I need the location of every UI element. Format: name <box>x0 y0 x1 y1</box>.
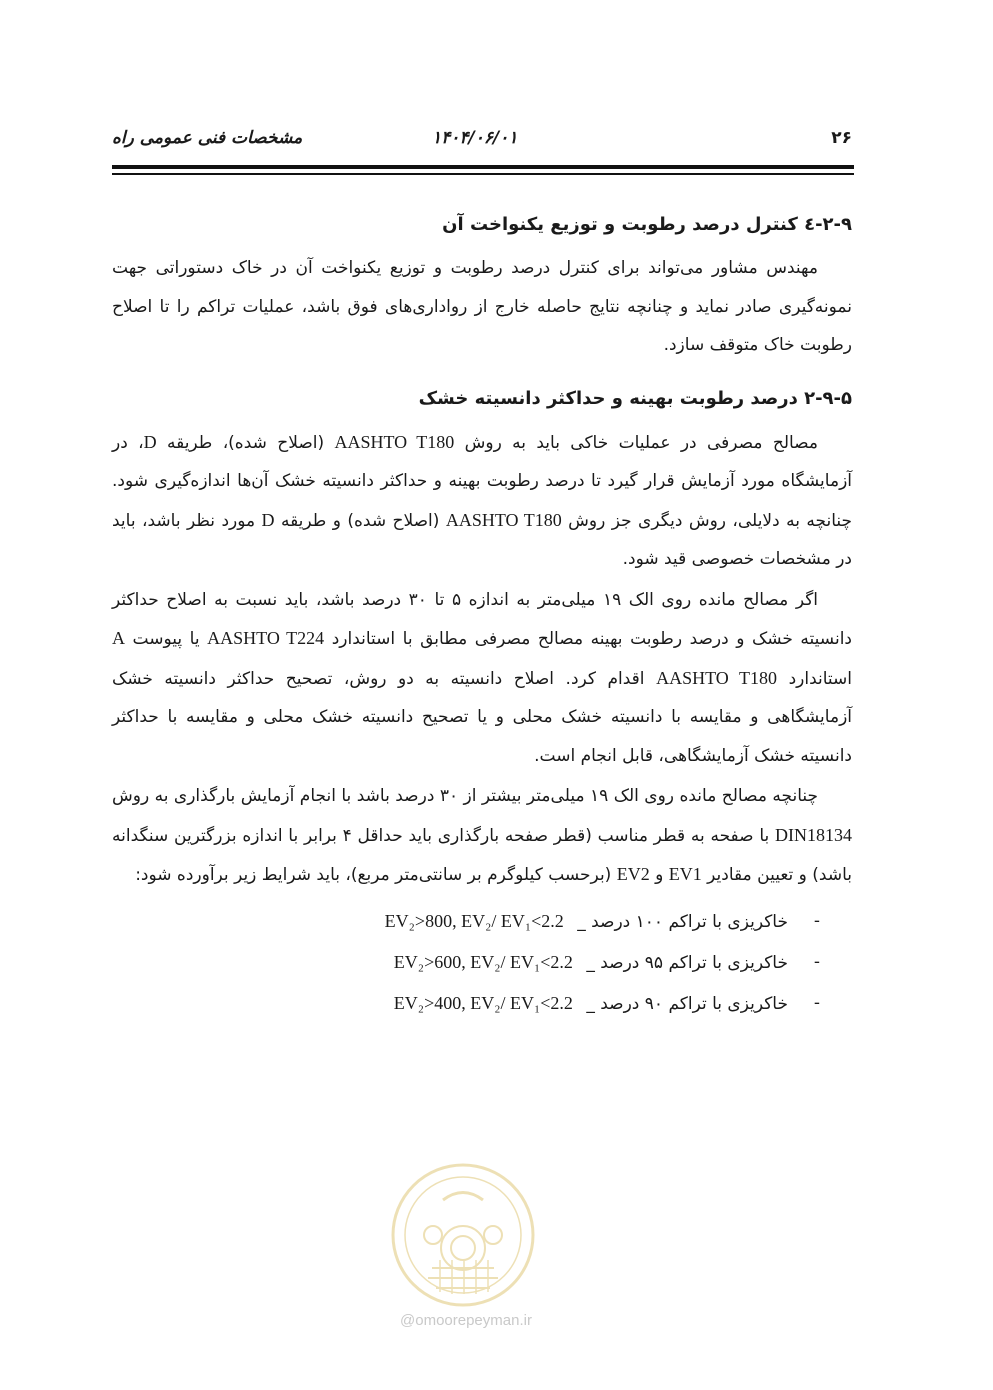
compaction-conditions-list <box>112 901 852 1024</box>
method-ref: D <box>261 509 275 530</box>
watermark-logo-icon <box>388 1160 538 1310</box>
list-item <box>112 983 852 1024</box>
section-2-9-5-paragraph-1: مصالح مصرفی در عملیات خاکی باید به روش AASHTO T180 (اصلاح شده)، طریقه D، در آزمایشگاه مورد آزمایش قرار گیرد تا درصد رطوبت بهینه و حداکثر دانسیته خشک آن‌ها اندازه‌گیری شود. چنانچه به دلایلی، روش دیگری جز روش AASHTO T180 (اصلاح شده) و طریقه D مورد نظر باشد، باید در مشخصات خصوصی قید شود. <box>112 431 853 569</box>
standard-ref: AASHTO T224 <box>207 628 325 648</box>
page-number: ۲۶ <box>831 128 852 148</box>
header-date: ۱۴۰۴/۰۶/۰۱ <box>432 128 518 148</box>
annex-ref: A <box>112 628 125 648</box>
method-ref: D <box>143 431 157 452</box>
list-dash: - <box>813 910 820 931</box>
section-heading-2-9-5: ۲-۹-۵ درصد رطوبت بهینه و حداکثر دانسیته خشک <box>418 387 852 409</box>
section-2-9-5-paragraph-3: چنانچه مصالح مانده روی الک ۱۹ میلی‌متر بیشتر از ۳۰ درصد باشد با انجام آزمایش بارگذاری به روش DIN18134 با صفحه به قطر مناسب (قطر صفحه بارگذاری باید حداقل ۴ برابر با اندازه بزرگترین سنگدانه باشد) و تعیین مقادیر EV1 و EV2 (برحسب کیلوگرم بر سانتی‌متر مربع)، باید شرایط زیر برآورده شود: <box>112 786 852 885</box>
list-item-formula: EV₂>400, EV₂/ EV₁<2.2 <box>393 992 573 1013</box>
list-item-text: خاکریزی با تراکم ۱۰۰ درصد _ <box>577 911 788 932</box>
standard-ref: AASHTO T180 <box>656 667 778 688</box>
header-doc-title: مشخصات فنی عمومی راه <box>112 128 303 148</box>
section-2-9-4-paragraph: مهندس مشاور می‌تواند برای کنترل درصد رطوبت و توزیع یکنواخت آن در خاک دستوراتی جهت نمونه‌گیری صادر نماید و چنانچه نتایج حاصله خارج از رواداری‌های فوق باشد، عملیات تراکم را تا اصلاح رطوبت خاک متوقف سازد. <box>112 258 852 355</box>
list-item <box>112 942 852 983</box>
list-item <box>112 901 852 942</box>
list-item-text: خاکریزی با تراکم ۹۵ درصد _ <box>586 952 788 973</box>
ev1-label: EV1 <box>668 864 702 884</box>
list-item-text: خاکریزی با تراکم ۹۰ درصد _ <box>586 993 788 1014</box>
standard-ref: DIN18134 <box>775 824 852 845</box>
list-item-formula: EV₂>600, EV₂/ EV₁<2.2 <box>393 951 573 972</box>
ev2-label: EV2 <box>616 864 650 884</box>
list-item-formula: EV₂>800, EV₂/ EV₁<2.2 <box>384 910 564 931</box>
watermark-site: @omoorepeyman.ir <box>400 1312 532 1329</box>
standard-ref: AASHTO T180 <box>445 509 562 530</box>
standard-ref: AASHTO T180 <box>334 431 455 452</box>
header-rule-thick <box>112 165 854 169</box>
page-header <box>112 128 852 158</box>
list-dash: - <box>813 951 820 972</box>
section-2-9-5-paragraph-2: اگر مصالح مانده روی الک ۱۹ میلی‌متر به اندازه ۵ تا ۳۰ درصد باشد، باید نسبت به اصلاح حداکثر دانسیته خشک و درصد رطوبت بهینه مصالح مصرفی مطابق با استاندارد AASHTO T224 یا پیوست A استاندارد AASHTO T180 اقدام کرد. اصلاح دانسیته به دو روش، تصحیح حداکثر دانسیته خشک آزمایشگاهی و مقایسه با دانسیته خشک محلی و یا تصحیح دانسیته خشک محلی و مقایسه با حداکثر دانسیته خشک آزمایشگاهی، قابل انجام است. <box>112 589 853 766</box>
list-dash: - <box>813 992 820 1013</box>
header-rule-thin <box>112 173 854 175</box>
page-body <box>112 205 852 1024</box>
section-heading-2-9-4: ۲-۹-٤ کنترل درصد رطوبت و توزیع یکنواخت آن <box>442 214 852 235</box>
